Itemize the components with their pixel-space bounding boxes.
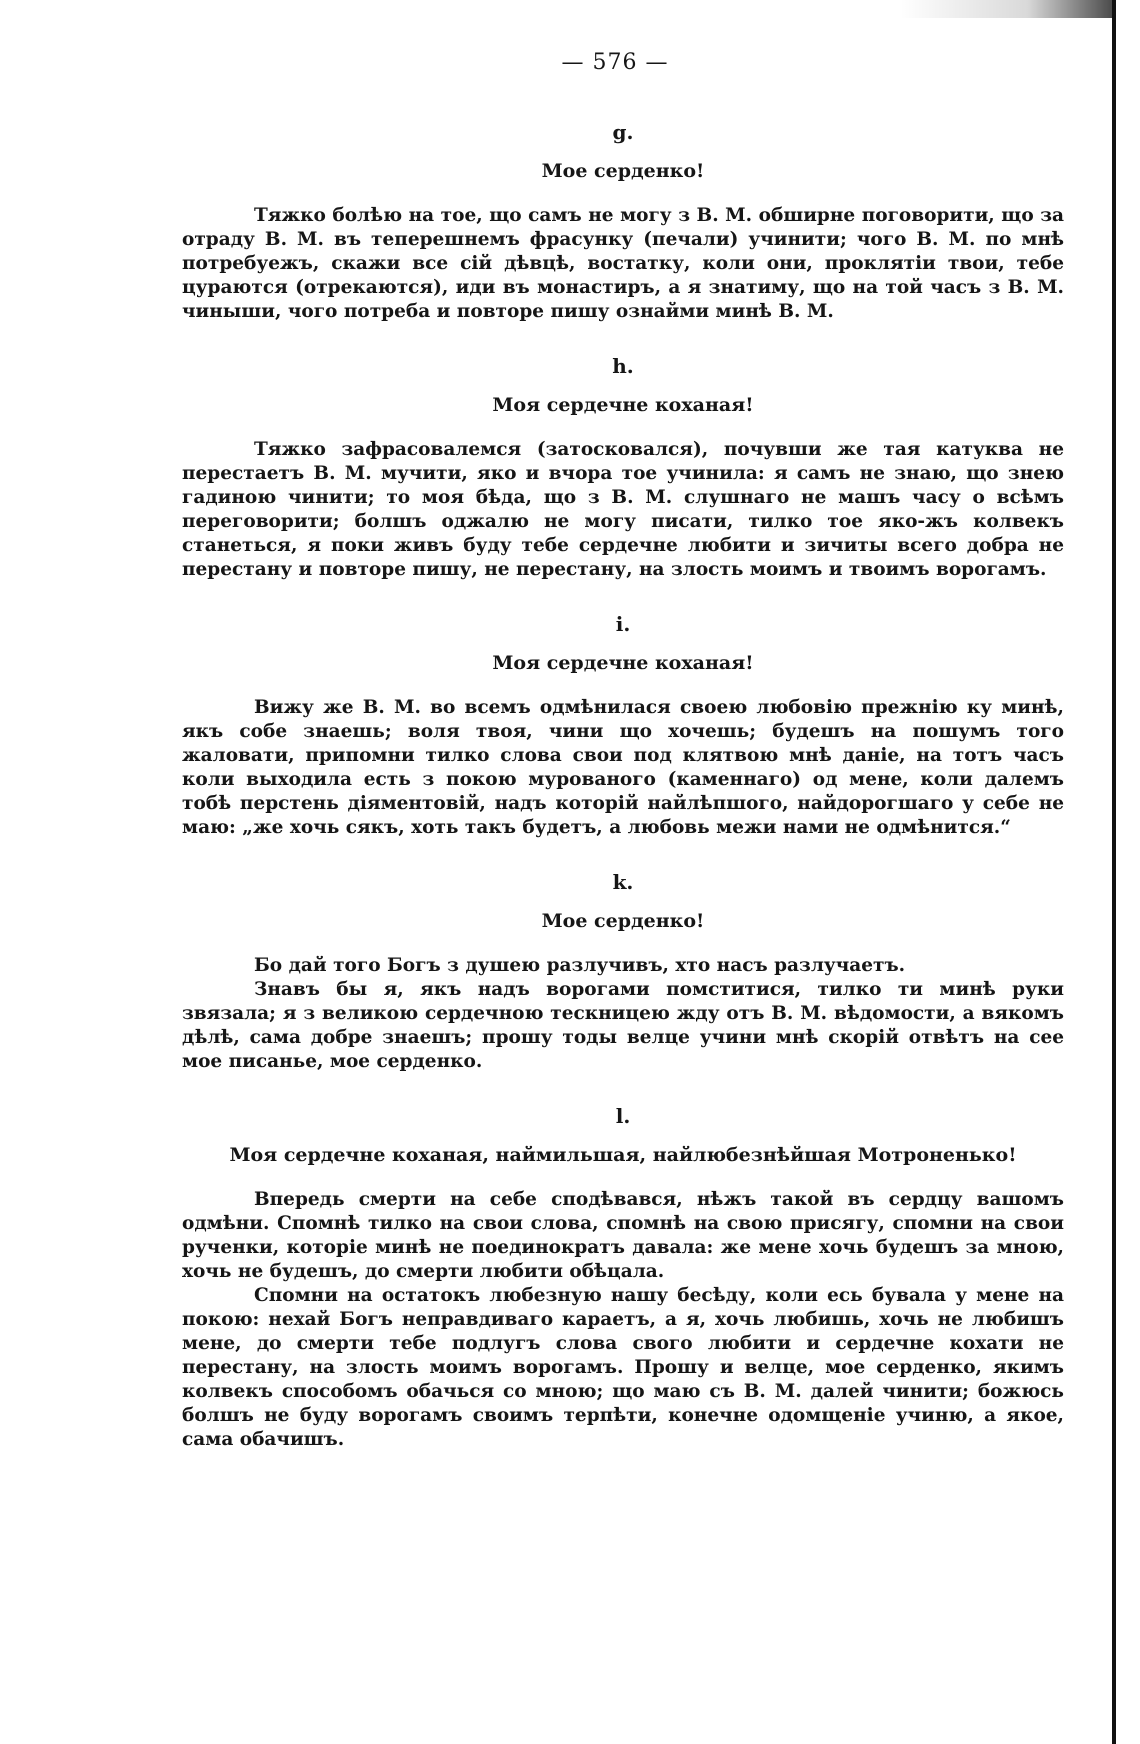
letter-salutation: Мое серденко!: [541, 910, 705, 932]
letter-salutation: Моя сердечне коханая, наймильшая, найлюбезнѣйшая Мотроненько!: [229, 1144, 1017, 1166]
letter-label: h.: [612, 354, 634, 378]
letter-label: l.: [615, 1104, 631, 1128]
scan-edge-artifact: [900, 0, 1112, 18]
letter-label: i.: [615, 612, 631, 636]
page-content: [182, 118, 1064, 1482]
letter-paragraph: Тяжко болѣю на тое, що самъ не могу з В. М. обширне поговорити, що за отраду В. М. въ теперешнемъ фрасунку (печали) учинити; чого В. М. по мнѣ потребуежъ, скажи все сій дѣвцѣ, востатку, коли они, проклятіи твои, тебе цураются (отрекаются), иди въ монастиръ, а я знатиму, що на той часъ з В. М. чиныши, чого потреба и повторе пишу ознайми минѣ В. М.: [182, 205, 1064, 322]
letter-paragraph: Спомни на остатокъ любезную нашу бесѣду, коли есь бувала у мене на покою: нехай Богъ неправдиваго караетъ, а я, хочь любишь, хочь не любишъ мене, до смерти тебе подлугъ слова свого любити и сердечне кохати не перестану, на злость моимъ ворогамъ. Прошу и велце, мое серденко, якимъ колвекъ способомъ обачься со мною; що маю съ В. М. далей чинити; божюсь болшъ не буду ворогамъ своимъ терпѣти, конечне одомщеніе учиню, а якое, сама обачишъ.: [182, 1285, 1064, 1450]
letter-paragraph: Тяжко зафрасовалемся (затосковался), почувши же тая катуква не перестаетъ В. М. мучити, яко и вчора тое учинила: я самъ не знаю, що знею гадиною чинити; то моя бѣда, що з В. М. слушнаго не машъ часу о всѣмъ переговорити; болшъ оджалю не могу писати, тилко тое яко-жъ колвекъ станеться, я поки живъ буду тебе сердечне любити и зичиты всего добра не перестану и повторе пишу, не перестану, на злость моимъ и твоимъ ворогамъ.: [182, 439, 1064, 580]
letter-l: [182, 1102, 1064, 1452]
letter-salutation: Моя сердечне коханая!: [492, 652, 754, 674]
letter-h: [182, 352, 1064, 582]
letter-salutation: Мое серденко!: [541, 160, 705, 182]
letter-i: [182, 610, 1064, 840]
page-number: — 576 —: [561, 50, 669, 75]
letter-salutation: Моя сердечне кохaная!: [492, 394, 754, 416]
letter-paragraph: Впередь смерти на себе сподѣвався, нѣжъ такой въ сердцу вашомъ одмѣни. Спомнѣ тилко на свои слова, спомнѣ на свою присягу, спомни на свои рученки, которіе минѣ не поединократъ давала: же мене хочь будешъ за мною, хочь не будешъ, до смерти любити обѣцала.: [182, 1189, 1064, 1282]
letter-k: [182, 868, 1064, 1074]
letter-label: k.: [612, 870, 634, 894]
letter-paragraph: Вижу же В. М. во всемъ одмѣнилася своею любовію прежнію ку минѣ, якъ собе знаешь; воля твоя, чини що хочешь; будешъ на пошумъ того жаловати, припомни тилко слова свои под клятвою мнѣ даніе, на тотъ часъ коли выходила есть з покою мурованого (каменнаго) од мене, коли далемъ тобѣ перстень діяментовій, надъ которій найлѣпшого, найдорогшаго у себе не маю: „же хочь сякъ, хоть такъ будетъ, а любовь межи нами не одмѣнится.“: [182, 697, 1064, 838]
page-edge-border: [1112, 0, 1116, 1744]
letter-paragraph: Знавъ бы я, якъ надъ ворогами помститися, тилко ти минѣ руки звязала; я з великою сердечною тескницею жду отъ В. М. вѣдомости, а вякомъ дѣлѣ, сама добре знаешъ; прошу тоды велце учини мнѣ скорій отвѣтъ на сее мое писанье, мое серденко.: [182, 979, 1064, 1072]
letter-g: [182, 118, 1064, 324]
letter-paragraph: Бо дай того Богъ з душею разлучивъ, хто насъ разлучаетъ.: [254, 955, 906, 976]
letter-label: g.: [612, 120, 634, 144]
